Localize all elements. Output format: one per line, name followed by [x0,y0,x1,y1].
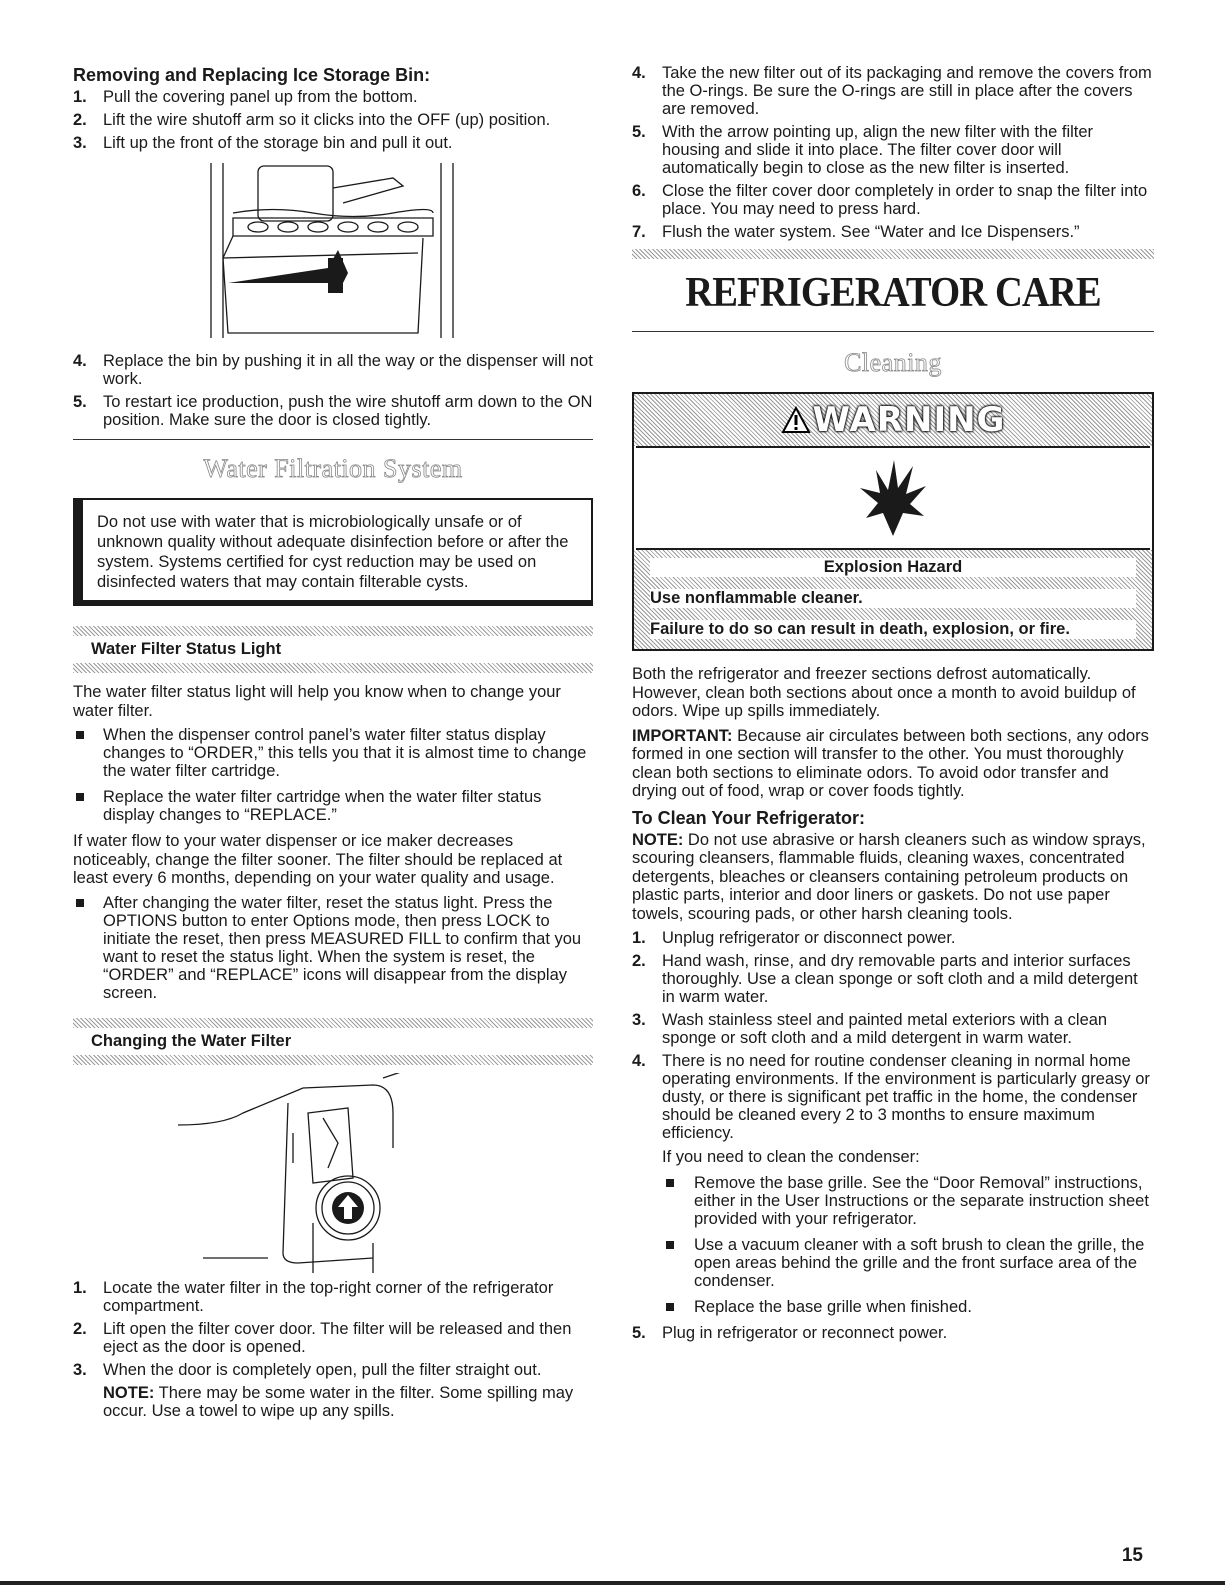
list-item: 4. Replace the bin by pushing it in all the way or the dispenser will not work. [73,352,593,388]
refrigerator-care-title: REFRIGERATOR CARE [685,270,1101,316]
water-notice-text: Do not use with water that is microbiologically unsafe or of unknown quality without adequate disinfection before or after the system. Systems certified for cyst reduction may be used on disinfected waters that may contain filterable cysts. [97,513,569,591]
explosion-icon-area [636,446,1150,550]
divider [632,331,1154,332]
condenser-intro: If you need to clean the condenser: [662,1148,920,1166]
warning-hazard: Explosion Hazard [650,558,1136,577]
list-item: 1. Locate the water filter in the top-right corner of the refrigerator compartment. [73,1278,554,1315]
bullet-icon [76,793,84,801]
list-item: 5. With the arrow pointing up, align the new filter with the filter housing and slide it into place. The filter cover door will automatically begin to close as the new filter is inserted. [632,123,1094,177]
warning-header [634,394,1152,446]
changing-filter-note: NOTE: There may be some water in the filter. Some spilling may occur. Use a towel to wipe up any spills. [103,1383,574,1420]
list-item: Replace the water filter cartridge when the water filter status display changes to “REPLACE.” [73,788,593,824]
list-item: 4. Take the new filter out of its packaging and remove the covers from the O-rings. Be sure the O-rings are still in place after the covers are removed. [632,64,1152,118]
list-item: 5. To restart ice production, push the wire shutoff arm down to the ON position. Make sure the door is closed tightly. [73,393,593,429]
changing-filter-heading: Changing the Water Filter [91,1031,292,1050]
water-notice-box [73,498,593,606]
filter-steps [632,64,1154,241]
hatch-bar [73,1055,593,1065]
right-column [632,64,1154,1347]
clean-note: NOTE: Do not use abrasive or harsh cleaners such as window sprays, scouring cleansers, flammable fluids, cleaning waxes, concentrated detergents, bleaches or cleansers containing petroleum products on plastic parts, interior and door liners or gaskets. Do not use paper towels, scouring pads, or other harsh cleaning tools. [632,830,1146,923]
status-light-section [73,626,593,673]
warning-label: WARNING [812,400,1006,440]
ice-bin-steps-b [73,352,593,429]
condenser-bullets [662,1174,1154,1316]
list-item: 5. Plug in refrigerator or reconnect power. [632,1324,948,1342]
status-light-heading: Water Filter Status Light [91,640,282,658]
divider [73,439,593,440]
list-item: 2. Lift open the filter cover door. The filter will be released and then eject as the door is opened. [73,1319,572,1356]
warning-line2: Failure to do so can result in death, explosion, or fire. [650,620,1136,639]
bullet-icon [666,1241,674,1249]
changing-filter-section [73,1018,593,1065]
list-item: 1. Pull the covering panel up from the bottom. [73,88,418,106]
ice-bin-steps-a [73,88,593,152]
bullet-icon [666,1179,674,1187]
list-item: 2. Hand wash, rinse, and dry removable parts and interior surfaces thoroughly. Use a clean sponge or soft cloth and a mild detergent in warm water. [632,952,1138,1006]
clean-steps [632,929,1154,1342]
water-filter-illustration [73,1073,593,1273]
status-light-reset [73,894,593,1002]
warning-text [634,550,1152,649]
ice-bin-illustration [73,158,593,348]
cleaning-title: Cleaning [844,348,942,377]
list-item: Replace the base grille when finished. [662,1298,1154,1316]
hatch-bar [73,663,593,673]
list-item: 4. There is no need for routine condenser cleaning in normal home operating environments. If the environment is particularly greasy or dusty, or there is significant pet traffic in the home, the condenser should be cleaned every 2 to 3 months to ensure maximum efficiency. If you need to clean the condenser: Remove the base grille. See the “Door Removal” instructions, either in the User Instructions or the separate instruction sheet provided with your refrigerator. Use a vacuum cleaner with a soft brush to clean the grille, the open areas behind the grille and the front surface area of the condenser. Replace the base grille when finished. [632,1052,1154,1316]
bullet-icon [76,731,84,739]
list-item: 3. When the door is completely open, pull the filter straight out. [73,1360,542,1379]
defrost-para: Both the refrigerator and freezer sections defrost automatically. However, clean both sections about once a month to avoid buildup of odors. Wipe up spills immediately. [632,665,1136,720]
list-item: Use a vacuum cleaner with a soft brush to clean the grille, the open areas behind the grille and the front surface area of the condenser. [662,1236,1154,1290]
explosion-icon [858,458,928,538]
status-light-para: If water flow to your water dispenser or ice maker decreases noticeably, change the filter sooner. The filter should be replaced at least every 6 months, depending on your water quality and usage. [73,832,563,887]
list-item: 3. Lift up the front of the storage bin and pull it out. [73,134,453,152]
status-light-bullets [73,726,593,824]
page-edge [0,1581,1225,1585]
warning-box [632,392,1154,651]
list-item: Remove the base grille. See the “Door Removal” instructions, either in the User Instructions or the separate instruction sheet provided with your refrigerator. [662,1174,1154,1228]
warning-line1: Use nonflammable cleaner. [650,589,1136,608]
warning-triangle-icon [781,406,811,434]
list-item: 6. Close the filter cover door completely in order to snap the filter into place. You may need to press hard. [632,182,1148,218]
changing-filter-steps [73,1279,593,1379]
list-item: 1. Unplug refrigerator or disconnect power. [632,929,956,947]
status-light-intro: The water filter status light will help you know when to change your water filter. [73,683,561,720]
bullet-icon [666,1303,674,1311]
list-item: After changing the water filter, reset the status light. Press the OPTIONS button to enter Options mode, then press LOCK to initiate the reset, then press MEASURED FILL to confirm that you want to reset the status light. When the system is reset, the “ORDER” and “REPLACE” icons will disappear from the display screen. [73,894,593,1002]
hatch-bar [632,249,1154,259]
page-number: 15 [1121,1545,1143,1566]
bullet-icon [76,899,84,907]
list-item: 7. Flush the water system. See “Water and Ice Dispensers.” [632,223,1080,241]
hatch-bar [73,1018,593,1028]
clean-heading: To Clean Your Refrigerator: [632,807,866,828]
left-column [73,64,593,1427]
list-item: 2. Lift the wire shutoff arm so it clicks into the OFF (up) position. [73,111,551,129]
hatch-bar [73,626,593,636]
ice-bin-heading: Removing and Replacing Ice Storage Bin: [73,65,431,85]
important-para: IMPORTANT: Because air circulates between both sections, any odors formed in one section will transfer to the other. You must thoroughly clean both sections to eliminate odors. To avoid odor transfer and drying out of food, wrap or cover foods tightly. [632,726,1149,800]
water-filtration-title: Water Filtration System [203,454,463,483]
list-item: When the dispenser control panel’s water filter status display changes to “ORDER,” this tells you that it is almost time to change the water filter cartridge. [73,726,593,780]
list-item: 3. Wash stainless steel and painted metal exteriors with a clean sponge or soft cloth and a mild detergent in warm water. [632,1011,1108,1047]
